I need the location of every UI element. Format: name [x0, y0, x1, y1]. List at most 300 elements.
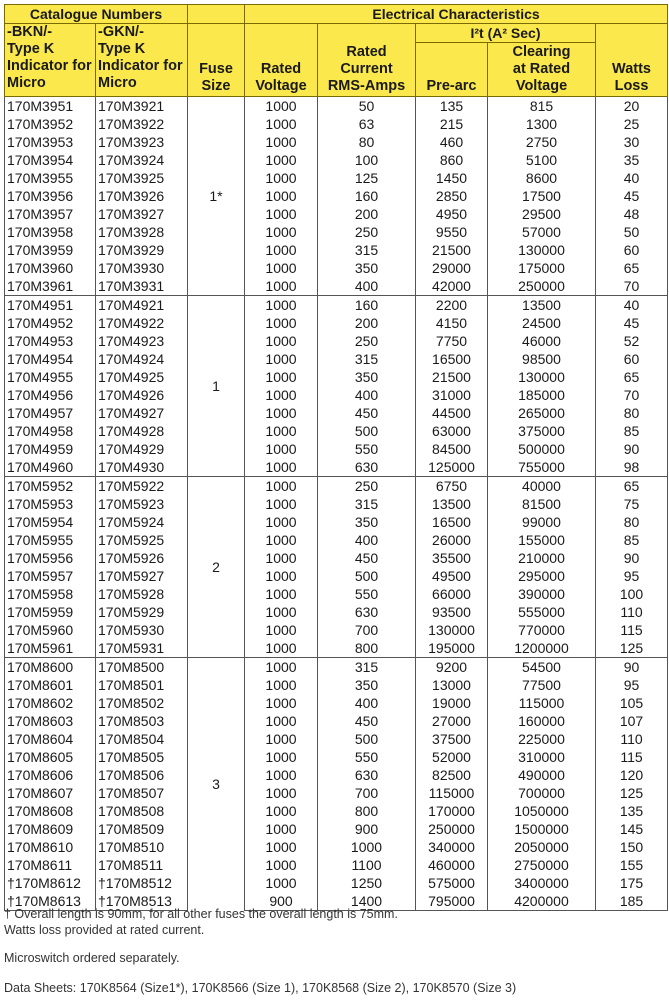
bkn-number-cell: 170M5953 — [5, 495, 96, 513]
pre-arc-cell: 19000 — [416, 694, 488, 712]
clearing-cell: 130000 — [488, 368, 596, 386]
fuse-size-cell: 1* — [188, 97, 245, 296]
bkn-number-cell: 170M8605 — [5, 748, 96, 766]
pre-arc-cell: 125000 — [416, 458, 488, 477]
table-row — [5, 694, 668, 712]
pre-arc-cell: 21500 — [416, 368, 488, 386]
watts-loss-cell: 40 — [596, 169, 668, 187]
pre-arc-cell: 795000 — [416, 892, 488, 911]
rated-voltage-cell: 1000 — [245, 458, 318, 477]
watts-loss-cell: 48 — [596, 205, 668, 223]
rated-voltage-cell: 1000 — [245, 169, 318, 187]
gkn-number-cell: 170M5924 — [96, 513, 188, 531]
rated-voltage-cell: 1000 — [245, 115, 318, 133]
rated-current-cell: 1250 — [318, 874, 416, 892]
watts-loss-cell: 52 — [596, 332, 668, 350]
bkn-number-cell: 170M3960 — [5, 259, 96, 277]
rated-current-cell: 900 — [318, 820, 416, 838]
rated-current-cell: 63 — [318, 115, 416, 133]
rated-current-cell: 100 — [318, 151, 416, 169]
table-row — [5, 856, 668, 874]
pre-arc-cell: 130000 — [416, 621, 488, 639]
pre-arc-cell: 170000 — [416, 802, 488, 820]
rated-current-cell: 450 — [318, 404, 416, 422]
pre-arc-cell: 26000 — [416, 531, 488, 549]
clearing-cell: 77500 — [488, 676, 596, 694]
clearing-cell: 700000 — [488, 784, 596, 802]
rated-current-cell: 630 — [318, 766, 416, 784]
gkn-number-cell: 170M3922 — [96, 115, 188, 133]
note-data-sheets: Data Sheets: 170K8564 (Size1*), 170K8566 (Size 1), 170K8568 (Size 2), 170K8570 (Size 3) — [4, 981, 517, 995]
pre-arc-cell: 84500 — [416, 440, 488, 458]
bkn-number-cell: 170M3958 — [5, 223, 96, 241]
rated-current-cell: 350 — [318, 259, 416, 277]
gkn-number-cell: 170M8501 — [96, 676, 188, 694]
pre-arc-cell: 63000 — [416, 422, 488, 440]
fuse-size-cell: 3 — [188, 658, 245, 911]
table-row — [5, 314, 668, 332]
rated-current-cell: 400 — [318, 531, 416, 549]
fuse-catalogue-sheet — [4, 4, 667, 911]
watts-loss-cell: 30 — [596, 133, 668, 151]
rated-voltage-cell: 1000 — [245, 802, 318, 820]
pre-arc-cell: 860 — [416, 151, 488, 169]
table-row — [5, 187, 668, 205]
pre-arc-heading: Pre-arc — [416, 43, 488, 97]
clearing-cell: 155000 — [488, 531, 596, 549]
table-row — [5, 639, 668, 658]
gkn-number-cell: 170M5928 — [96, 585, 188, 603]
gkn-number-cell: 170M4922 — [96, 314, 188, 332]
rated-current-cell: 80 — [318, 133, 416, 151]
clearing-cell: 2750000 — [488, 856, 596, 874]
pre-arc-cell: 52000 — [416, 748, 488, 766]
rated-current-cell: 250 — [318, 332, 416, 350]
clearing-cell: 46000 — [488, 332, 596, 350]
clearing-cell: 500000 — [488, 440, 596, 458]
table-row — [5, 784, 668, 802]
gkn-line-4: Micro — [98, 75, 137, 91]
rated-current-cell: 350 — [318, 676, 416, 694]
rated-current-cell: 315 — [318, 658, 416, 677]
table-row — [5, 296, 668, 315]
note-microswitch: Microswitch ordered separately. — [4, 951, 180, 965]
table-row — [5, 97, 668, 116]
rated-voltage-cell: 1000 — [245, 766, 318, 784]
table-row — [5, 748, 668, 766]
bkn-number-cell: †170M8612 — [5, 874, 96, 892]
watts-loss-cell: 145 — [596, 820, 668, 838]
table-row — [5, 458, 668, 477]
rated-voltage-cell: 1000 — [245, 223, 318, 241]
clearing-line-2: at Rated — [512, 61, 571, 77]
pre-arc-cell: 31000 — [416, 386, 488, 404]
gkn-number-cell: 170M8504 — [96, 730, 188, 748]
table-row — [5, 368, 668, 386]
pre-arc-cell: 575000 — [416, 874, 488, 892]
clearing-cell: 265000 — [488, 404, 596, 422]
pre-arc-cell: 35500 — [416, 549, 488, 567]
rated-voltage-cell: 1000 — [245, 259, 318, 277]
watts-loss-cell: 100 — [596, 585, 668, 603]
gkn-line-1: -GKN/- — [98, 24, 144, 40]
bkn-number-cell: 170M3954 — [5, 151, 96, 169]
clearing-cell: 160000 — [488, 712, 596, 730]
watts-loss-cell: 120 — [596, 766, 668, 784]
rated-voltage-cell: 1000 — [245, 440, 318, 458]
clearing-cell: 2050000 — [488, 838, 596, 856]
clearing-cell: 130000 — [488, 241, 596, 259]
clearing-cell: 295000 — [488, 567, 596, 585]
rated-current-cell: 400 — [318, 694, 416, 712]
rated-current-cell: 315 — [318, 241, 416, 259]
rated-current-cell: 200 — [318, 205, 416, 223]
table-row — [5, 115, 668, 133]
clearing-cell: 4200000 — [488, 892, 596, 911]
watts-loss-cell: 85 — [596, 531, 668, 549]
bkn-number-cell: †170M8613 — [5, 892, 96, 911]
watts-loss-cell: 35 — [596, 151, 668, 169]
table-row — [5, 259, 668, 277]
clearing-cell: 40000 — [488, 477, 596, 496]
clearing-cell: 24500 — [488, 314, 596, 332]
rated-voltage-cell: 1000 — [245, 133, 318, 151]
rated-current-cell: 200 — [318, 314, 416, 332]
bkn-number-cell: 170M4957 — [5, 404, 96, 422]
table-row — [5, 838, 668, 856]
rated-voltage-cell: 1000 — [245, 151, 318, 169]
gkn-number-cell: 170M8500 — [96, 658, 188, 677]
gkn-type-heading — [96, 24, 188, 97]
gkn-number-cell: 170M8503 — [96, 712, 188, 730]
bkn-number-cell: 170M4960 — [5, 458, 96, 477]
rated-current-cell: 550 — [318, 585, 416, 603]
table-row — [5, 820, 668, 838]
pre-arc-cell: 115000 — [416, 784, 488, 802]
watts-loss-cell: 45 — [596, 187, 668, 205]
table-row — [5, 676, 668, 694]
bkn-line-1: -BKN/- — [7, 24, 53, 40]
watts-loss-cell: 95 — [596, 567, 668, 585]
table-row — [5, 477, 668, 496]
gkn-number-cell: 170M4921 — [96, 296, 188, 315]
pre-arc-cell: 13000 — [416, 676, 488, 694]
rated-voltage-cell: 1000 — [245, 694, 318, 712]
rated-voltage-cell: 900 — [245, 892, 318, 911]
bkn-number-cell: 170M8608 — [5, 802, 96, 820]
table-row — [5, 549, 668, 567]
gkn-number-cell: 170M8510 — [96, 838, 188, 856]
bkn-number-cell: 170M5952 — [5, 477, 96, 496]
rated-current-cell: 400 — [318, 386, 416, 404]
gkn-number-cell: 170M3921 — [96, 97, 188, 116]
rated-voltage-cell: 1000 — [245, 422, 318, 440]
pre-arc-cell: 6750 — [416, 477, 488, 496]
bkn-number-cell: 170M8603 — [5, 712, 96, 730]
fuse-size-line-2: Size — [201, 78, 231, 94]
table-row — [5, 585, 668, 603]
table-row — [5, 386, 668, 404]
watts-loss-cell: 115 — [596, 748, 668, 766]
bkn-number-cell: 170M4951 — [5, 296, 96, 315]
clearing-cell: 755000 — [488, 458, 596, 477]
clearing-cell: 29500 — [488, 205, 596, 223]
fuse-size-cell: 2 — [188, 477, 245, 658]
fuse-spec-table — [4, 4, 668, 911]
clearing-cell: 490000 — [488, 766, 596, 784]
note-watts-loss: Watts loss provided at rated current. — [4, 923, 205, 937]
pre-arc-cell: 42000 — [416, 277, 488, 296]
pre-arc-cell: 2850 — [416, 187, 488, 205]
pre-arc-cell: 16500 — [416, 513, 488, 531]
rated-voltage-cell: 1000 — [245, 97, 318, 116]
gkn-line-3: Indicator for — [98, 58, 183, 74]
table-row — [5, 350, 668, 368]
gkn-number-cell: 170M5926 — [96, 549, 188, 567]
watts-loss-cell: 150 — [596, 838, 668, 856]
pre-arc-cell: 29000 — [416, 259, 488, 277]
pre-arc-cell: 135 — [416, 97, 488, 116]
rated-voltage-cell: 1000 — [245, 314, 318, 332]
electrical-characteristics-heading: Electrical Characteristics — [245, 5, 668, 24]
rated-current-cell: 450 — [318, 549, 416, 567]
watts-loss-cell: 75 — [596, 495, 668, 513]
table-row — [5, 332, 668, 350]
table-row — [5, 766, 668, 784]
gkn-number-cell: 170M5925 — [96, 531, 188, 549]
gkn-number-cell: 170M3927 — [96, 205, 188, 223]
gkn-number-cell: 170M3926 — [96, 187, 188, 205]
gkn-number-cell: 170M4923 — [96, 332, 188, 350]
fuse-size-cell: 1 — [188, 296, 245, 477]
clearing-cell: 17500 — [488, 187, 596, 205]
clearing-cell: 8600 — [488, 169, 596, 187]
rated-current-cell: 450 — [318, 712, 416, 730]
rated-current-cell: 160 — [318, 187, 416, 205]
gkn-number-cell: 170M3931 — [96, 277, 188, 296]
table-row — [5, 567, 668, 585]
clearing-cell: 555000 — [488, 603, 596, 621]
watts-loss-cell: 98 — [596, 458, 668, 477]
gkn-number-cell: 170M8509 — [96, 820, 188, 838]
rated-voltage-line-1: Rated — [260, 61, 302, 77]
watts-loss-cell: 65 — [596, 259, 668, 277]
rated-current-cell: 500 — [318, 422, 416, 440]
watts-loss-cell: 175 — [596, 874, 668, 892]
watts-loss-cell: 185 — [596, 892, 668, 911]
gkn-number-cell: 170M3924 — [96, 151, 188, 169]
rated-current-line-1: Rated — [346, 44, 387, 60]
table-row — [5, 440, 668, 458]
watts-loss-heading — [596, 24, 668, 97]
rated-current-cell: 50 — [318, 97, 416, 116]
clearing-cell: 375000 — [488, 422, 596, 440]
bkn-type-heading — [5, 24, 96, 97]
watts-loss-cell: 60 — [596, 350, 668, 368]
bkn-line-3: Indicator for — [7, 58, 92, 74]
rated-current-cell: 400 — [318, 277, 416, 296]
pre-arc-cell: 460 — [416, 133, 488, 151]
watts-loss-cell: 65 — [596, 368, 668, 386]
table-row — [5, 404, 668, 422]
clearing-cell: 2750 — [488, 133, 596, 151]
rated-current-heading — [318, 24, 416, 97]
watts-loss-cell: 110 — [596, 603, 668, 621]
pre-arc-cell: 9200 — [416, 658, 488, 677]
table-row — [5, 531, 668, 549]
watts-loss-cell: 45 — [596, 314, 668, 332]
rated-voltage-cell: 1000 — [245, 838, 318, 856]
rated-current-cell: 550 — [318, 748, 416, 766]
rated-current-cell: 700 — [318, 621, 416, 639]
table-row — [5, 205, 668, 223]
watts-loss-cell: 90 — [596, 658, 668, 677]
bkn-number-cell: 170M8601 — [5, 676, 96, 694]
gkn-number-cell: 170M4925 — [96, 368, 188, 386]
rated-voltage-cell: 1000 — [245, 350, 318, 368]
watts-loss-cell: 80 — [596, 404, 668, 422]
clearing-cell: 115000 — [488, 694, 596, 712]
pre-arc-cell: 82500 — [416, 766, 488, 784]
bkn-number-cell: 170M8602 — [5, 694, 96, 712]
bkn-number-cell: 170M4959 — [5, 440, 96, 458]
clearing-line-3: Voltage — [515, 78, 568, 94]
gkn-number-cell: 170M5923 — [96, 495, 188, 513]
bkn-number-cell: 170M8604 — [5, 730, 96, 748]
rated-voltage-cell: 1000 — [245, 712, 318, 730]
rated-current-cell: 250 — [318, 223, 416, 241]
header-spacer — [188, 5, 245, 24]
bkn-number-cell: 170M8609 — [5, 820, 96, 838]
i2t-heading: I²t (A² Sec) — [416, 24, 596, 43]
rated-voltage-cell: 1000 — [245, 332, 318, 350]
bkn-number-cell: 170M5957 — [5, 567, 96, 585]
rated-voltage-cell: 1000 — [245, 187, 318, 205]
rated-voltage-cell: 1000 — [245, 676, 318, 694]
pre-arc-cell: 2200 — [416, 296, 488, 315]
gkn-number-cell: 170M8502 — [96, 694, 188, 712]
bkn-number-cell: 170M8611 — [5, 856, 96, 874]
bkn-number-cell: 170M5954 — [5, 513, 96, 531]
table-row — [5, 422, 668, 440]
table-row — [5, 712, 668, 730]
table-row — [5, 730, 668, 748]
rated-voltage-cell: 1000 — [245, 404, 318, 422]
bkn-number-cell: 170M8606 — [5, 766, 96, 784]
pre-arc-cell: 27000 — [416, 712, 488, 730]
pre-arc-cell: 4150 — [416, 314, 488, 332]
rated-current-cell: 1100 — [318, 856, 416, 874]
bkn-number-cell: 170M8610 — [5, 838, 96, 856]
rated-voltage-cell: 1000 — [245, 730, 318, 748]
table-row — [5, 169, 668, 187]
pre-arc-cell: 66000 — [416, 585, 488, 603]
watts-loss-cell: 125 — [596, 784, 668, 802]
gkn-line-2: Type K — [98, 41, 146, 57]
rated-current-cell: 125 — [318, 169, 416, 187]
gkn-number-cell: 170M4926 — [96, 386, 188, 404]
table-row — [5, 495, 668, 513]
clearing-cell: 99000 — [488, 513, 596, 531]
bkn-number-cell: 170M4955 — [5, 368, 96, 386]
note-overall-length: † Overall length is 90mm, for all other fuses the overall length is 75mm. — [4, 907, 398, 921]
gkn-number-cell: 170M8506 — [96, 766, 188, 784]
table-row — [5, 621, 668, 639]
pre-arc-cell: 16500 — [416, 350, 488, 368]
clearing-cell: 5100 — [488, 151, 596, 169]
pre-arc-cell: 215 — [416, 115, 488, 133]
bkn-number-cell: 170M4956 — [5, 386, 96, 404]
table-row — [5, 223, 668, 241]
bkn-number-cell: 170M5960 — [5, 621, 96, 639]
rated-voltage-cell: 1000 — [245, 477, 318, 496]
rated-voltage-cell: 1000 — [245, 748, 318, 766]
rated-voltage-cell: 1000 — [245, 658, 318, 677]
bkn-line-2: Type K — [7, 41, 55, 57]
bkn-number-cell: 170M5959 — [5, 603, 96, 621]
watts-loss-cell: 90 — [596, 549, 668, 567]
clearing-cell: 13500 — [488, 296, 596, 315]
bkn-number-cell: 170M5956 — [5, 549, 96, 567]
pre-arc-cell: 195000 — [416, 639, 488, 658]
pre-arc-cell: 37500 — [416, 730, 488, 748]
table-row — [5, 802, 668, 820]
clearing-cell: 1200000 — [488, 639, 596, 658]
rated-current-cell: 630 — [318, 458, 416, 477]
clearing-cell: 1500000 — [488, 820, 596, 838]
watts-loss-cell: 115 — [596, 621, 668, 639]
clearing-cell: 815 — [488, 97, 596, 116]
clearing-cell: 310000 — [488, 748, 596, 766]
pre-arc-cell: 460000 — [416, 856, 488, 874]
pre-arc-cell: 9550 — [416, 223, 488, 241]
gkn-number-cell: 170M4929 — [96, 440, 188, 458]
rated-voltage-cell: 1000 — [245, 368, 318, 386]
rated-voltage-cell: 1000 — [245, 549, 318, 567]
rated-voltage-cell: 1000 — [245, 603, 318, 621]
gkn-number-cell: 170M3929 — [96, 241, 188, 259]
table-row — [5, 133, 668, 151]
rated-voltage-cell: 1000 — [245, 585, 318, 603]
gkn-number-cell: 170M3925 — [96, 169, 188, 187]
clearing-cell: 770000 — [488, 621, 596, 639]
clearing-cell: 175000 — [488, 259, 596, 277]
gkn-number-cell: 170M3928 — [96, 223, 188, 241]
watts-loss-cell: 85 — [596, 422, 668, 440]
gkn-number-cell: 170M5931 — [96, 639, 188, 658]
rated-voltage-cell: 1000 — [245, 296, 318, 315]
table-row — [5, 603, 668, 621]
pre-arc-cell: 49500 — [416, 567, 488, 585]
bkn-number-cell: 170M3957 — [5, 205, 96, 223]
pre-arc-cell: 7750 — [416, 332, 488, 350]
rated-voltage-cell: 1000 — [245, 205, 318, 223]
pre-arc-cell: 93500 — [416, 603, 488, 621]
gkn-number-cell: 170M8511 — [96, 856, 188, 874]
watts-loss-cell: 80 — [596, 513, 668, 531]
rated-current-cell: 315 — [318, 350, 416, 368]
rated-current-cell: 800 — [318, 802, 416, 820]
watts-loss-cell: 65 — [596, 477, 668, 496]
pre-arc-cell: 4950 — [416, 205, 488, 223]
watts-loss-line-1: Watts — [612, 61, 651, 77]
rated-current-cell: 630 — [318, 603, 416, 621]
bkn-number-cell: 170M5955 — [5, 531, 96, 549]
rated-voltage-cell: 1000 — [245, 513, 318, 531]
pre-arc-cell: 44500 — [416, 404, 488, 422]
rated-current-cell: 500 — [318, 567, 416, 585]
rated-current-cell: 1400 — [318, 892, 416, 911]
